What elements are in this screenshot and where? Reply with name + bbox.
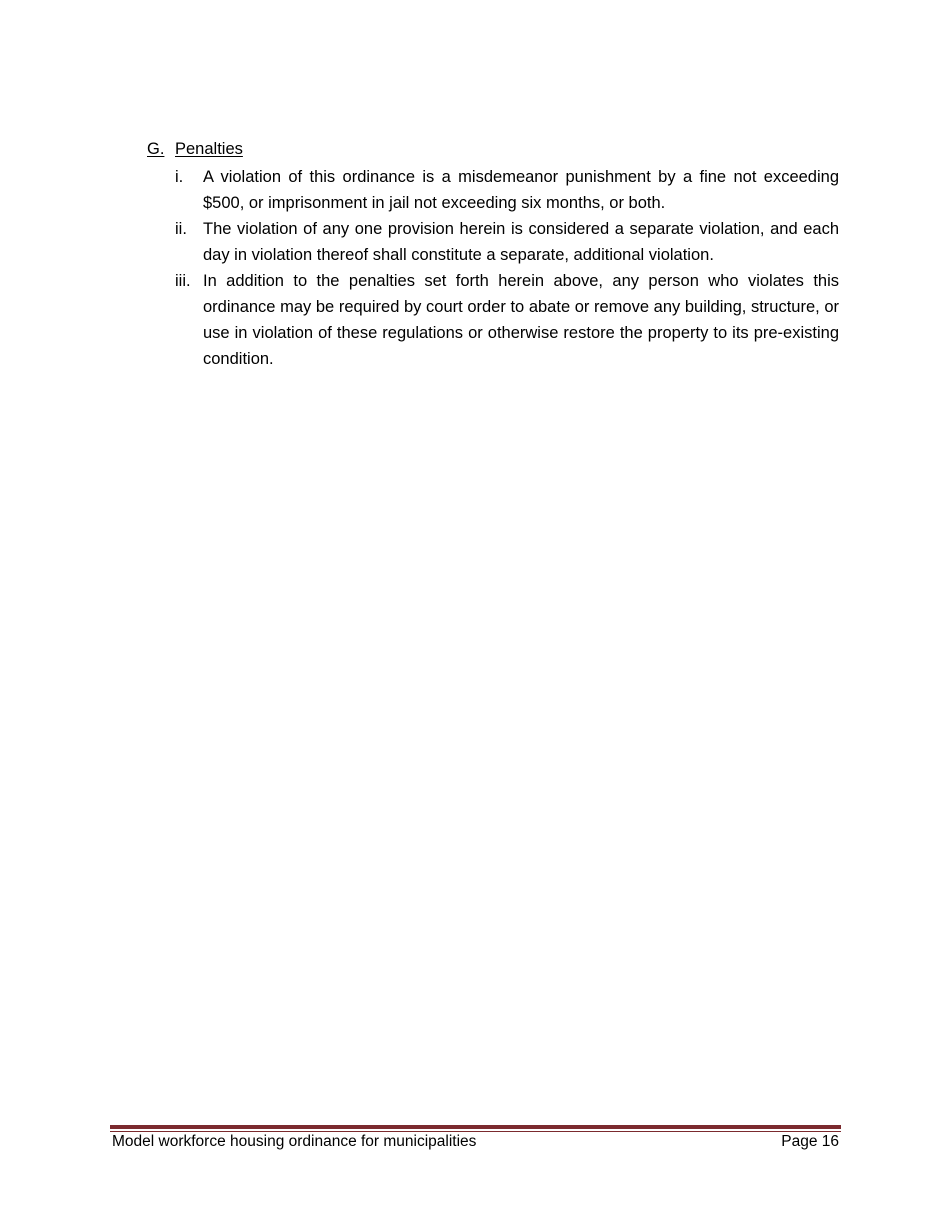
list-item <box>147 164 839 216</box>
list-item-text: A violation of this ordinance is a misdemeanor punishment by a fine not exceeding $500, or imprisonment in jail not exceeding six months, or both. <box>203 168 839 212</box>
list-item-text: In addition to the penalties set forth herein above, any person who violates this ordinance may be required by court order to abate or remove any building, structure, or use in violation of these regulations or otherwise restore the property to its pre-existing condition. <box>203 272 839 368</box>
footer-page-number: Page 16 <box>781 1133 839 1150</box>
section-letter: G. <box>147 140 165 158</box>
list-item-number: i. <box>175 168 184 186</box>
list-item-number: ii. <box>175 220 187 238</box>
list-item <box>147 216 839 268</box>
list-item-text: The violation of any one provision herein is considered a separate violation, and each day in violation thereof shall constitute a separate, additional violation. <box>203 220 839 264</box>
penalties-section <box>147 138 839 372</box>
footer-document-title: Model workforce housing ordinance for municipalities <box>112 1133 477 1150</box>
section-title: Penalties <box>175 140 243 158</box>
penalty-list <box>147 164 839 372</box>
list-item <box>147 268 839 372</box>
list-item-number: iii. <box>175 272 191 290</box>
footer-rule-thick <box>110 1125 841 1129</box>
section-heading <box>147 138 839 160</box>
